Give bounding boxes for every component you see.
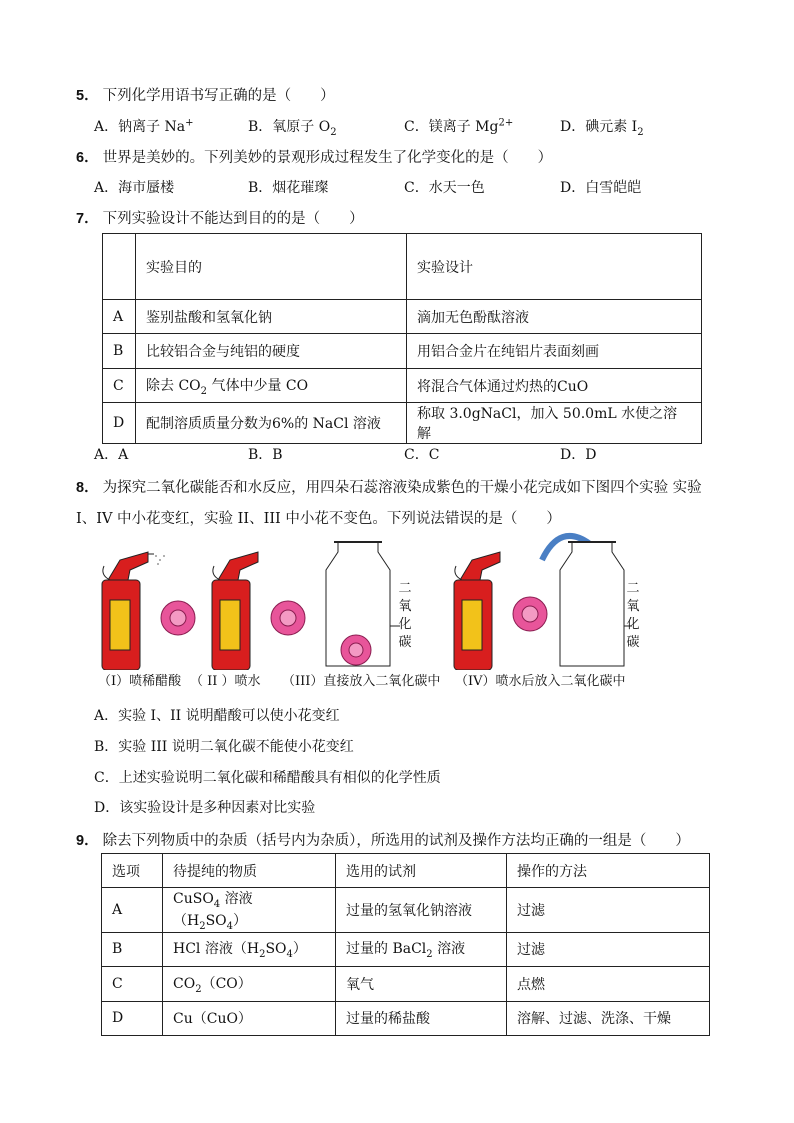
table-cell: D: [103, 403, 136, 444]
jar-label-char: 二: [626, 581, 640, 596]
q7-option-c[interactable]: C．C: [404, 447, 440, 463]
table-cell: 将混合气体通过灼热的CuO: [407, 369, 702, 403]
spray-bottle-icon: [102, 552, 154, 670]
jar-label-char: 氧: [398, 599, 412, 614]
subscript: 2: [199, 920, 206, 932]
q7-option-d[interactable]: D．D: [560, 447, 597, 463]
table-cell: 过滤: [507, 932, 710, 966]
table-cell: 过滤: [507, 888, 710, 933]
table-cell: B: [102, 932, 163, 966]
table-cell: D: [102, 1001, 163, 1035]
cell-text: （CO）: [201, 975, 252, 992]
question-number: 9．: [76, 833, 99, 849]
q7-option-a[interactable]: A．A: [94, 447, 129, 463]
table-row: [102, 966, 710, 1001]
cell-text: 溶液（H: [173, 891, 253, 929]
subscript: 2: [330, 126, 337, 138]
cell-text: 气体中少量 CO: [207, 377, 309, 394]
cell-text: 过量的 BaCl: [346, 941, 427, 958]
table-header: 操作的方法: [507, 854, 710, 888]
q7-table: [102, 233, 702, 444]
table-cell: 过量的稀盐酸: [336, 1001, 507, 1035]
q5-option-a[interactable]: [94, 116, 194, 136]
question-number: 5．: [76, 88, 99, 104]
question-stem-continued: I、IV 中小花变红，实验 II、III 中小花不变色。下列说法错误的是（ ）: [76, 511, 561, 527]
table-cell: 点燃: [507, 966, 710, 1001]
table-cell: [163, 966, 336, 1001]
table-cell: 滴加无色酚酞溶液: [407, 300, 702, 334]
table-header-row: [103, 234, 702, 300]
option-text: A．钠离子 Na: [94, 119, 186, 135]
question-stem: 下列化学用语书写正确的是（ ）: [102, 88, 335, 104]
question-9: [76, 829, 690, 850]
subscript: 2: [200, 385, 208, 397]
cell-text: CuSO: [173, 891, 214, 907]
jar-label-iii: [397, 580, 413, 652]
q6-option-b[interactable]: B．烟花璀璨: [248, 180, 329, 196]
superscript: +: [185, 117, 194, 129]
spray-bottle-icon: [454, 552, 500, 670]
q6-option-d[interactable]: D．白雪皑皑: [560, 180, 642, 196]
table-cell: 用铝合金片在纯铝片表面刻画: [407, 334, 702, 369]
table-cell: [163, 932, 336, 966]
question-5: [76, 84, 335, 105]
jar-label-iv: [625, 580, 641, 652]
table-cell: [336, 932, 507, 966]
q6-option-c[interactable]: C．水天一色: [404, 180, 485, 196]
q5-option-b[interactable]: [248, 116, 337, 138]
experiment-figure: [90, 530, 650, 670]
table-cell: [136, 369, 407, 403]
cell-text: ）: [292, 941, 307, 958]
figure-caption: （III）直接放入二氧化碳中: [282, 674, 441, 689]
table-cell: C: [103, 369, 136, 403]
question-stem: 下列实验设计不能达到目的的是（ ）: [102, 211, 364, 227]
superscript: 2+: [498, 117, 514, 129]
question-8: [76, 476, 702, 497]
question-stem: 为探究二氧化碳能否和水反应，用四朵石蕊溶液染成紫色的干燥小花完成如下图四个实验 实验: [102, 480, 702, 496]
table-cell: A: [102, 888, 163, 933]
cell-text: HCl 溶液（H: [173, 941, 260, 958]
table-cell: 溶解、过滤、洗涤、干燥: [507, 1001, 710, 1035]
table-cell: 氧气: [336, 966, 507, 1001]
question-stem: 除去下列物质中的杂质（括号内为杂质），所选用的试剂及操作方法均正确的一组是（ ）: [102, 833, 690, 849]
table-cell: C: [102, 966, 163, 1001]
subscript: 2: [195, 983, 202, 995]
cell-text: SO: [265, 941, 287, 958]
flower-icon: [161, 601, 195, 635]
table-cell: 过量的氢氧化钠溶液: [336, 888, 507, 933]
jar-label-char: 化: [398, 617, 412, 632]
option-text: B．氧原子 O: [248, 119, 331, 135]
table-cell: 比较铝合金与纯铝的硬度: [136, 334, 407, 369]
cell-text: CO: [173, 975, 196, 992]
table-header: 选项: [102, 854, 163, 888]
q8-option-b[interactable]: B．实验 III 说明二氧化碳不能使小花变红: [94, 739, 354, 755]
question-number: 8．: [76, 480, 99, 496]
option-text: C．镁离子 Mg: [404, 119, 499, 135]
figure-caption: （I）喷稀醋酸: [98, 674, 182, 689]
table-row: [103, 403, 702, 444]
gas-jar-icon: [326, 542, 400, 666]
figure-caption: （ II ）喷水: [190, 674, 261, 689]
table-row: [103, 369, 702, 403]
table-header-row: [102, 854, 710, 888]
cell-text: 除去 CO: [146, 377, 201, 394]
subscript: 2: [637, 126, 644, 138]
table-cell: A: [103, 300, 136, 334]
flower-icon: [271, 601, 305, 635]
jar-label-char: 二: [398, 581, 412, 596]
jar-label-char: 氧: [626, 599, 640, 614]
gas-jar-icon: [560, 542, 632, 666]
spray-bottle-icon: [212, 552, 258, 670]
table-cell: B: [103, 334, 136, 369]
option-text: D．碘元素 I: [560, 119, 638, 135]
subscript: 2: [426, 948, 433, 960]
subscript: 2: [259, 948, 266, 960]
q8-option-d[interactable]: D．该实验设计是多种因素对比实验: [94, 800, 316, 816]
table-row: [103, 300, 702, 334]
question-6: [76, 146, 552, 167]
table-cell: 配制溶质质量分数为6%的 NaCl 溶液: [136, 403, 407, 444]
table-row: [102, 932, 710, 966]
question-7: [76, 207, 364, 228]
table-header: 待提纯的物质: [163, 854, 336, 888]
table-header: [103, 234, 136, 300]
jar-label-char: 碳: [398, 635, 412, 650]
question-number: 6．: [76, 150, 99, 166]
cell-text: ）: [233, 912, 248, 929]
table-row: [103, 334, 702, 369]
q8-option-a[interactable]: A．实验 I、II 说明醋酸可以使小花变红: [94, 708, 340, 724]
subscript: 4: [226, 920, 234, 932]
spray-mist: [155, 555, 165, 565]
table-header: 实验设计: [407, 234, 702, 300]
table-row: [102, 1001, 710, 1035]
q7-option-b[interactable]: B．B: [248, 447, 283, 463]
table-cell: 鉴别盐酸和氢氧化钠: [136, 300, 407, 334]
subscript: 4: [286, 948, 293, 960]
subscript: 4: [213, 898, 221, 910]
table-row: [102, 888, 710, 933]
cell-text: SO: [205, 912, 227, 929]
question-number: 7．: [76, 211, 99, 227]
q5-option-c[interactable]: [404, 116, 513, 136]
table-cell: [163, 888, 336, 933]
table-cell: Cu（CuO）: [163, 1001, 336, 1035]
jar-label-char: 碳: [626, 635, 640, 650]
question-stem: 世界是美妙的。下列美妙的景观形成过程发生了化学变化的是（ ）: [102, 150, 553, 166]
q9-table: [101, 853, 710, 1036]
q5-option-d[interactable]: [560, 116, 644, 138]
table-cell: 称取 3.0gNaCl，加入 50.0mL 水使之溶解: [407, 403, 702, 444]
q8-option-c[interactable]: C．上述实验说明二氧化碳和稀醋酸具有相似的化学性质: [94, 770, 441, 786]
cell-text: 溶液: [432, 941, 466, 958]
q6-option-a[interactable]: A．海市蜃楼: [94, 180, 175, 196]
flower-icon: [513, 597, 547, 631]
figure-caption: （IV）喷水后放入二氧化碳中: [455, 674, 626, 689]
table-header: 实验目的: [136, 234, 407, 300]
jar-label-char: 化: [626, 617, 640, 632]
table-header: 选用的试剂: [336, 854, 507, 888]
